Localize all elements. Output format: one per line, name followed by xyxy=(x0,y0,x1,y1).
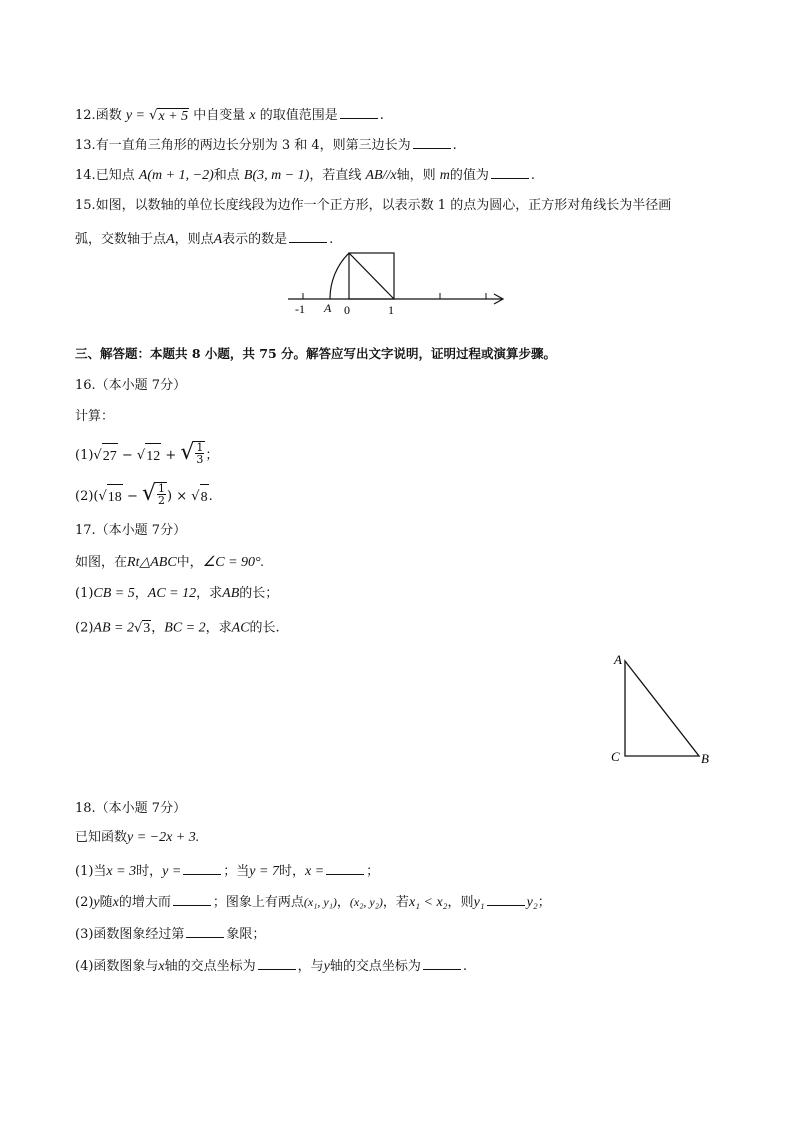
question-18-part1: (1)当x = 3时，y = ；当y = 7时，x = ； xyxy=(75,864,380,879)
answer-blank[interactable] xyxy=(289,230,327,243)
answer-blank[interactable] xyxy=(413,136,451,149)
label-point-a: A xyxy=(324,301,332,315)
answer-blank[interactable] xyxy=(173,893,211,906)
question-16-intro: 计算： xyxy=(75,409,115,424)
question-18-part4: (4)函数图象与x轴的交点坐标为 ，与y轴的交点坐标为 . xyxy=(75,959,468,974)
vertex-a-label: A xyxy=(614,652,622,667)
answer-blank[interactable] xyxy=(340,106,378,119)
question-13: 13.有一直角三角形的两边长分别为 3 和 4，则第三边长为 . xyxy=(75,138,457,153)
answer-blank[interactable] xyxy=(258,957,296,970)
question-18-part2: (2)y随x的增大而 ；图象上有两点(x₁, y₁)，(x₂, y₂)，若x₁ < x₂，则y₁ y₂； xyxy=(75,895,551,910)
sqrt-expression: √ x + 5 xyxy=(149,108,189,124)
number-line-figure xyxy=(280,245,515,325)
right-triangle xyxy=(625,661,699,756)
question-17-part1: (1)CB = 5，AC = 12，求AB的长； xyxy=(75,586,279,601)
question-14: 14.已知点 A(m + 1, −2)和点 B(3, m − 1)，若直线 AB//x轴，则 m的值为 . xyxy=(75,168,536,183)
question-18-header: 18.（本小题 7分） xyxy=(75,801,187,816)
vertex-b-label: B xyxy=(701,751,709,766)
answer-blank[interactable] xyxy=(487,893,525,906)
question-17-intro: 如图，在Rt△ABC中，∠C = 90°. xyxy=(75,555,265,570)
question-12: 12.函数 y = √ x + 5 中自变量 x 的取值范围是 . xyxy=(75,108,384,124)
diagonal xyxy=(349,253,394,299)
question-15-line2: 弧，交数轴于点A，则点A表示的数是 . xyxy=(75,232,334,247)
label-one: 1 xyxy=(388,303,394,317)
answer-blank[interactable] xyxy=(491,166,529,179)
question-17-part2: (2)AB = 2√ 3 ，BC = 2，求AC的长. xyxy=(75,620,280,636)
answer-blank[interactable] xyxy=(186,925,224,938)
question-16-part2: (2)(√ 18 − √ $\frac{1}{2}$ ) × √ 8 . xyxy=(75,481,213,511)
vertex-c-label: C xyxy=(611,749,620,764)
answer-blank[interactable] xyxy=(423,957,461,970)
question-15-line1: 15.如图，以数轴的单位长度线段为边作一个正方形，以表示数 1 的点为圆心，正方形对角线长为半径画 xyxy=(75,198,672,213)
question-17-header: 17.（本小题 7分） xyxy=(75,523,187,538)
question-18-part3: (3)函数图象经过第 象限； xyxy=(75,927,266,942)
label-minus-one: -1 xyxy=(295,302,305,316)
question-18-intro: 已知函数y = −2x + 3. xyxy=(75,830,200,845)
label-zero: 0 xyxy=(344,303,350,317)
arc xyxy=(330,253,349,299)
answer-blank[interactable] xyxy=(326,862,364,875)
question-16-header: 16.（本小题 7分） xyxy=(75,378,187,393)
section-heading: 三、解答题：本题共 8 小题，共 75 分。解答应写出文字说明，证明过程或演算步骤。 xyxy=(75,346,557,361)
question-16-part1: (1)√ 27 − √ 12 + √ $\frac{1}{3}$ ； xyxy=(75,440,218,470)
answer-blank[interactable] xyxy=(183,862,221,875)
triangle-figure xyxy=(605,650,725,770)
